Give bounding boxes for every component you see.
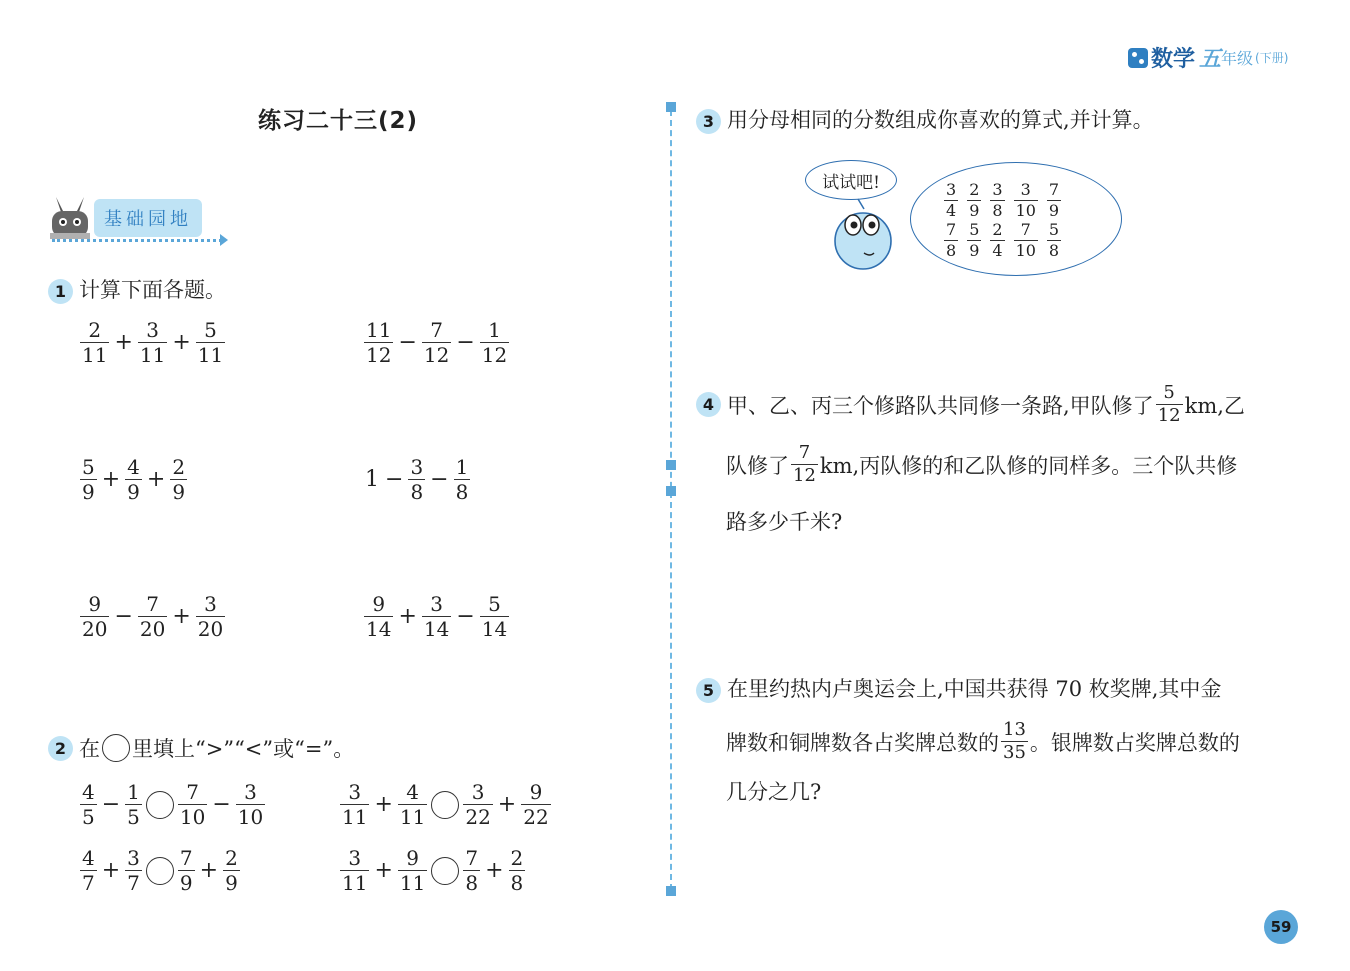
question-4-line-3: 路多少千米? bbox=[726, 510, 843, 534]
fraction: $\frac{7}{9}$ bbox=[1048, 180, 1060, 220]
q4-line2-a: 队修了 bbox=[726, 453, 789, 478]
fraction: $\frac{3}{7}$ bbox=[127, 846, 140, 895]
fraction: $\frac{3}{14}$ bbox=[423, 592, 450, 641]
section-badge-label: 基础园地 bbox=[94, 199, 202, 237]
operator: − bbox=[114, 604, 133, 629]
fraction: $\frac{3}{10}$ bbox=[1015, 180, 1036, 220]
expression bbox=[338, 782, 553, 827]
q4-line1-b: km,乙 bbox=[1184, 393, 1245, 418]
fraction: $\frac{11}{12}$ bbox=[366, 318, 392, 367]
fraction: $\frac{3}{8}$ bbox=[410, 455, 424, 504]
expression bbox=[362, 457, 472, 502]
operator: − bbox=[456, 604, 475, 629]
question-text-after: 里填上“>”“<”或“=”。 bbox=[132, 737, 355, 761]
compare-circle-icon bbox=[102, 734, 130, 762]
operator: + bbox=[172, 330, 191, 355]
page-divider bbox=[670, 110, 672, 890]
fraction: $\frac{2}{9}$ bbox=[969, 180, 980, 220]
operator: − bbox=[385, 467, 404, 492]
divider-square bbox=[666, 486, 676, 496]
fraction: $\frac{2}{9}$ bbox=[172, 455, 186, 504]
fraction: $\frac{3}{10}$ bbox=[237, 780, 264, 829]
fraction: $\frac{4}{11}$ bbox=[399, 780, 426, 829]
logo-icon bbox=[1128, 48, 1148, 68]
question-number: 2 bbox=[48, 736, 73, 761]
header-grade-word: 年级 bbox=[1221, 49, 1254, 68]
divider-square bbox=[666, 460, 676, 470]
expression bbox=[78, 594, 227, 639]
header-logo bbox=[1128, 42, 1288, 73]
question-text-before: 在 bbox=[79, 737, 100, 761]
fraction: $\frac{9}{11}$ bbox=[399, 846, 426, 895]
operator: 1 bbox=[365, 467, 379, 492]
expression bbox=[78, 848, 242, 893]
compare-circle-icon[interactable] bbox=[431, 791, 459, 819]
fraction: $\frac{7}{20}$ bbox=[139, 592, 166, 641]
page-number-text: 59 bbox=[1270, 918, 1292, 936]
fraction: $\frac{7}{10}$ bbox=[179, 780, 206, 829]
fraction: $\frac{2}{11}$ bbox=[82, 318, 108, 367]
fraction: $\frac{1}{8}$ bbox=[455, 455, 469, 504]
fraction: $\frac{1}{12}$ bbox=[481, 318, 508, 367]
operator: − bbox=[398, 330, 417, 355]
fraction: $\frac{3}{11}$ bbox=[342, 780, 368, 829]
operator: + bbox=[497, 792, 517, 817]
divider-square bbox=[666, 102, 676, 112]
fraction: $\frac{7}{12}$ bbox=[423, 318, 450, 367]
expression bbox=[338, 848, 527, 893]
operator: + bbox=[374, 858, 393, 883]
header-subject: 数学 bbox=[1151, 47, 1196, 72]
fraction: $\frac{7}{12}$ bbox=[793, 442, 816, 486]
compare-circle-icon[interactable] bbox=[431, 857, 459, 885]
speech-bubble bbox=[805, 160, 897, 200]
fraction: $\frac{4}{5}$ bbox=[82, 780, 95, 829]
question-number: 5 bbox=[696, 678, 721, 703]
operator: + bbox=[172, 604, 191, 629]
fraction: $\frac{5}{8}$ bbox=[1048, 220, 1060, 260]
section-badge bbox=[48, 195, 202, 241]
question-number: 4 bbox=[696, 392, 721, 417]
fraction: $\frac{7}{9}$ bbox=[179, 846, 193, 895]
fraction: $\frac{3}{11}$ bbox=[342, 846, 368, 895]
expression bbox=[78, 457, 189, 502]
fraction: $\frac{5}{12}$ bbox=[1157, 382, 1181, 426]
operator: − bbox=[430, 467, 449, 492]
operator: + bbox=[398, 604, 417, 629]
operator: − bbox=[212, 792, 231, 817]
q4-line2-b: km,丙队修的和乙队修的同样多。三个队共修 bbox=[819, 453, 1238, 478]
header-grade-num: 五 bbox=[1199, 47, 1222, 72]
question-5 bbox=[696, 673, 1221, 703]
compare-circle-icon[interactable] bbox=[146, 857, 174, 885]
fraction: $\frac{2}{4}$ bbox=[992, 220, 1003, 260]
operator: + bbox=[146, 467, 166, 492]
expression bbox=[362, 320, 511, 365]
fraction: $\frac{7}{8}$ bbox=[465, 846, 479, 895]
fraction: $\frac{7}{10}$ bbox=[1015, 220, 1036, 260]
operator: + bbox=[114, 330, 133, 355]
expression bbox=[78, 320, 227, 365]
rabbit-mascot-icon bbox=[48, 195, 92, 241]
fraction: $\frac{5}{9}$ bbox=[969, 220, 980, 260]
fraction: $\frac{9}{22}$ bbox=[523, 780, 549, 829]
fraction: $\frac{2}{8}$ bbox=[510, 846, 524, 895]
compare-circle-icon[interactable] bbox=[146, 791, 174, 819]
expression bbox=[362, 594, 511, 639]
q5-line2-b: 。银牌数占奖牌总数的 bbox=[1029, 730, 1240, 755]
fraction: $\frac{9}{20}$ bbox=[82, 592, 108, 641]
question-4 bbox=[696, 384, 1245, 425]
fraction: $\frac{4}{9}$ bbox=[127, 455, 140, 504]
arrow-right-icon bbox=[220, 234, 228, 246]
fraction: $\frac{3}{4}$ bbox=[946, 180, 957, 220]
fraction: $\frac{13}{35}$ bbox=[1003, 719, 1026, 763]
operator: − bbox=[456, 330, 475, 355]
question-2 bbox=[48, 733, 354, 763]
question-text: 计算下面各题。 bbox=[79, 278, 226, 302]
question-3 bbox=[696, 104, 1154, 134]
question-4-line-2 bbox=[726, 444, 1237, 485]
question-number: 1 bbox=[48, 279, 73, 304]
fraction: $\frac{7}{8}$ bbox=[946, 220, 957, 260]
question-5-line-2 bbox=[726, 721, 1240, 762]
section-dotted-line bbox=[52, 239, 222, 242]
fraction: $\frac{3}{8}$ bbox=[992, 180, 1003, 220]
question-number: 3 bbox=[696, 109, 721, 134]
expression bbox=[78, 782, 267, 827]
fraction: $\frac{4}{7}$ bbox=[82, 846, 95, 895]
operator: + bbox=[485, 858, 504, 883]
page-title: 练习二十三(2) bbox=[258, 108, 419, 134]
q5-line2-a: 牌数和铜牌数各占奖牌总数的 bbox=[726, 730, 999, 755]
operator: + bbox=[199, 858, 219, 883]
fraction-cards-row-1 bbox=[942, 182, 1063, 219]
page-number bbox=[1264, 910, 1298, 944]
fraction: $\frac{9}{14}$ bbox=[366, 592, 392, 641]
divider-square bbox=[666, 886, 676, 896]
question-5-line-3: 几分之几? bbox=[726, 780, 822, 804]
q5-line1: 在里约热内卢奥运会上,中国共获得 70 枚奖牌,其中金 bbox=[727, 677, 1222, 701]
fraction: $\frac{5}{9}$ bbox=[82, 455, 95, 504]
fraction-cards-row-2 bbox=[942, 222, 1063, 259]
operator: + bbox=[101, 467, 121, 492]
q4-line1-a: 甲、乙、丙三个修路队共同修一条路,甲队修了 bbox=[727, 393, 1154, 418]
fraction: $\frac{3}{20}$ bbox=[197, 592, 224, 641]
fraction: $\frac{5}{11}$ bbox=[197, 318, 224, 367]
face-mascot-icon bbox=[828, 195, 898, 275]
speech-bubble-text: 试试吧! bbox=[822, 172, 880, 193]
header-volume: (下册) bbox=[1255, 51, 1289, 65]
question-1 bbox=[48, 274, 226, 304]
fraction: $\frac{2}{9}$ bbox=[225, 846, 238, 895]
operator: + bbox=[374, 792, 393, 817]
fraction: $\frac{5}{14}$ bbox=[481, 592, 508, 641]
operator: + bbox=[101, 858, 121, 883]
fraction: $\frac{3}{22}$ bbox=[465, 780, 491, 829]
question-text: 用分母相同的分数组成你喜欢的算式,并计算。 bbox=[727, 108, 1154, 132]
operator: − bbox=[101, 792, 121, 817]
fraction: $\frac{3}{11}$ bbox=[139, 318, 166, 367]
fraction: $\frac{1}{5}$ bbox=[127, 780, 140, 829]
